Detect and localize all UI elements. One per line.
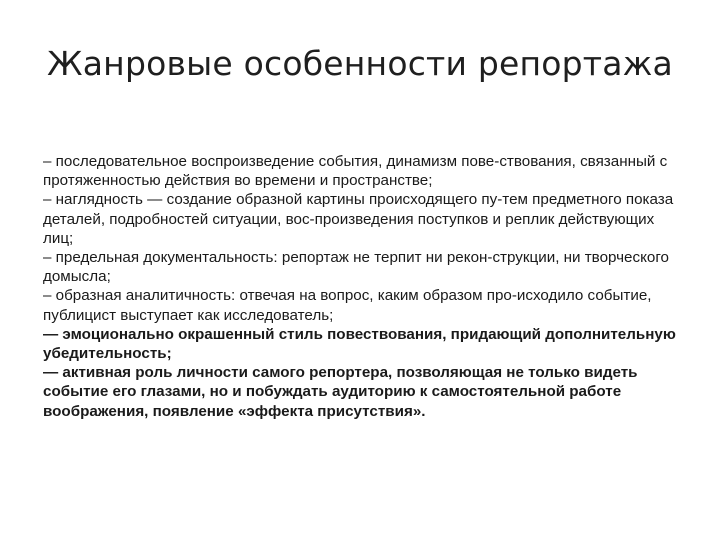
list-item: — активная роль личности самого репортера, позволяющая не только видеть событие его глазами, но и побуждать аудиторию к самостоятельной работе воображения, появление «эффекта присутствия». [43, 364, 638, 420]
slide-body [43, 152, 683, 421]
list-item: – предельная документальность: репортаж не терпит ни рекон-струкции, ни творческого домысла; [43, 249, 670, 286]
list-item: – последовательное воспроизведение события, динамизм пове-ствования, связанный с протяженностью действия во времени и пространстве; [43, 153, 668, 190]
list-item: – образная аналитичность: отвечая на вопрос, каким образом про-исходило событие, публицист выступает как исследователь; [43, 287, 652, 324]
slide-title: Жанровые особенности репортажа [47, 44, 673, 83]
list-item: – наглядность — создание образной картины происходящего пу-тем предметного показа деталей, подробностей ситуации, вос-произведения поступков и реплик действующих лиц; [43, 191, 674, 247]
list-item: — эмоционально окрашенный стиль повествования, придающий дополнительную убедительность; [43, 325, 676, 363]
